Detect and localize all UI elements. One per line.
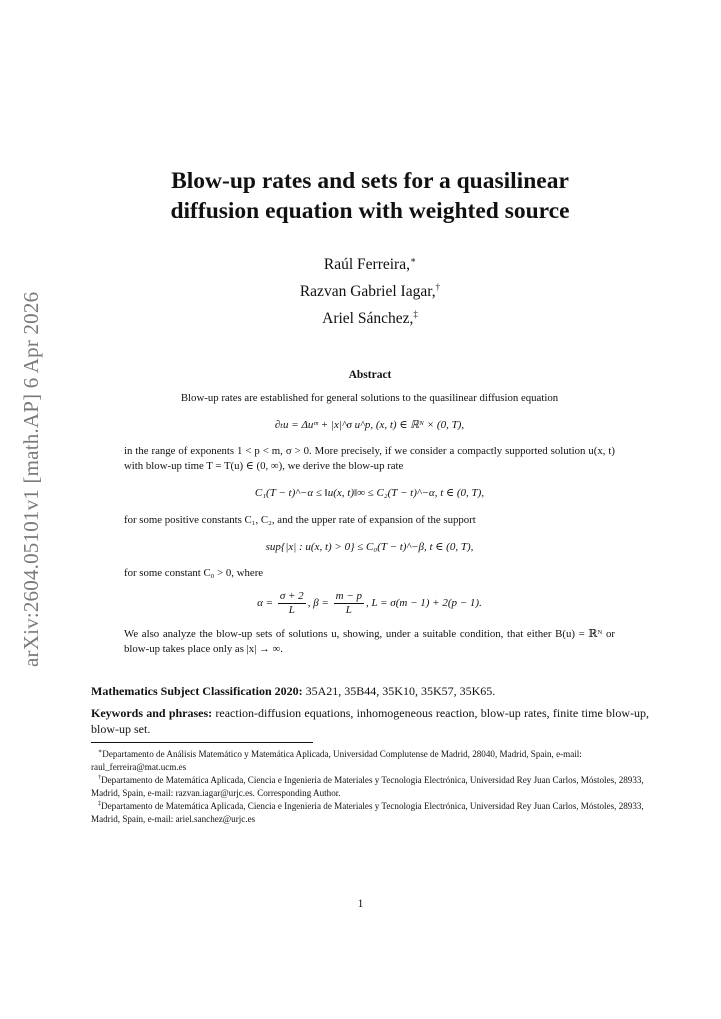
keywords-line [91,705,649,737]
author-2-footnote-mark[interactable]: † [435,282,441,293]
author-1: Raúl Ferreira,∗ [323,255,417,274]
equation-blowup-rate: C₁(T − t)^−α ≤ ‖u(x, t)‖∞ ≤ C₂(T − t)^−α, t ∈ (0, T), [254,487,485,499]
abstract-paragraph-4: for some constant C₀ > 0, where [124,567,264,579]
msc-line [91,683,649,699]
paper-title [90,166,650,226]
page-number: 1 [357,898,364,910]
alpha-fraction [278,590,306,617]
beta-numerator: m − p [335,590,362,602]
title-line-2: diffusion equation with weighted source [170,198,570,224]
footnote-3: ‡Departamento de Matemática Aplicada, Ciencia e Ingenieria de Materiales y Tecnologia Electrónica, Universidad Rey Juan Carlos, Móstoles, 28933, Madrid, Spain, e-mail: ariel.sanchez@urjc.es [91,800,644,824]
equation-main: ∂ₜu = Δuᵐ + |x|^σ u^p, (x, t) ∈ ℝᴺ × (0, T), [274,419,465,431]
keywords-list: reaction-diffusion equations, inhomogeneous reaction, blow-up rates, finite time blow-up, blow-up set. [91,706,650,736]
alpha-lhs: α = [257,597,274,610]
author-list [90,249,650,330]
abstract-heading: Abstract [348,369,392,381]
equation-support-rate: sup{|x| : u(x, t) > 0} ≤ C₀(T − t)^−β, t ∈ (0, T), [265,541,474,553]
alpha-denominator: L [288,604,295,616]
beta-lhs: , β = [307,597,329,610]
alpha-numerator: σ + 2 [279,590,304,602]
author-3: Ariel Sánchez,‡ [322,309,418,328]
footnote-2-mark: † [97,774,102,781]
abstract-paragraph-3: for some positive constants C₁, C₂, and the upper rate of expansion of the support [124,514,476,526]
footnote-1: ∗Departamento de Análisis Matemático y Matemática Aplicada, Universidad Complutense de Madrid, 28040, Madrid, Spain, e-mail: raul_ferreira@mat.ucm.es [91,748,582,772]
footnote-1-mark: ∗ [97,748,103,755]
author-1-footnote-mark[interactable]: ∗ [409,255,417,265]
author-3-footnote-mark[interactable]: ‡ [413,309,418,320]
abstract-paragraph-5: We also analyze the blow-up sets of solutions u, showing, under a suitable condition, that either B(u) = ℝᴺ or blow-up takes place only as |x| → ∞. [124,628,615,655]
footnote-3-mark: ‡ [97,800,102,807]
keywords-label: Keywords and phrases: [91,706,213,720]
msc-label: Mathematics Subject Classification 2020: [91,684,303,698]
arxiv-stamp: arXiv:2604.05101v1 [math.AP] 6 Apr 2026 [19,291,43,667]
title-line-1: Blow-up rates and sets for a quasilinear [171,168,569,194]
abstract-paragraph-2: in the range of exponents 1 < p < m, σ > 0. More precisely, if we consider a compactly supported solution u(x, t) with blow-up time T = T(u) ∈ (0, ∞), we derive the blow-up rate [124,445,615,472]
beta-fraction [334,590,364,617]
beta-denominator: L [345,604,352,616]
equation-exponents [124,590,615,617]
l-definition: , L = σ(m − 1) + 2(p − 1). [365,597,482,610]
abstract-paragraph-1: Blow-up rates are established for general solutions to the quasilinear diffusion equation [180,392,559,404]
msc-codes: 35A21, 35B44, 35K10, 35K57, 35K65. [302,684,496,698]
author-2: Razvan Gabriel Iagar,† [299,282,441,301]
footnote-rule [91,742,313,743]
footnote-2: †Departamento de Matemática Aplicada, Ciencia e Ingenieria de Materiales y Tecnologia Electrónica, Universidad Rey Juan Carlos, Móstoles, 28933, Madrid, Spain, e-mail: razvan.iagar@urjc.es. Corresponding Author. [91,774,644,798]
